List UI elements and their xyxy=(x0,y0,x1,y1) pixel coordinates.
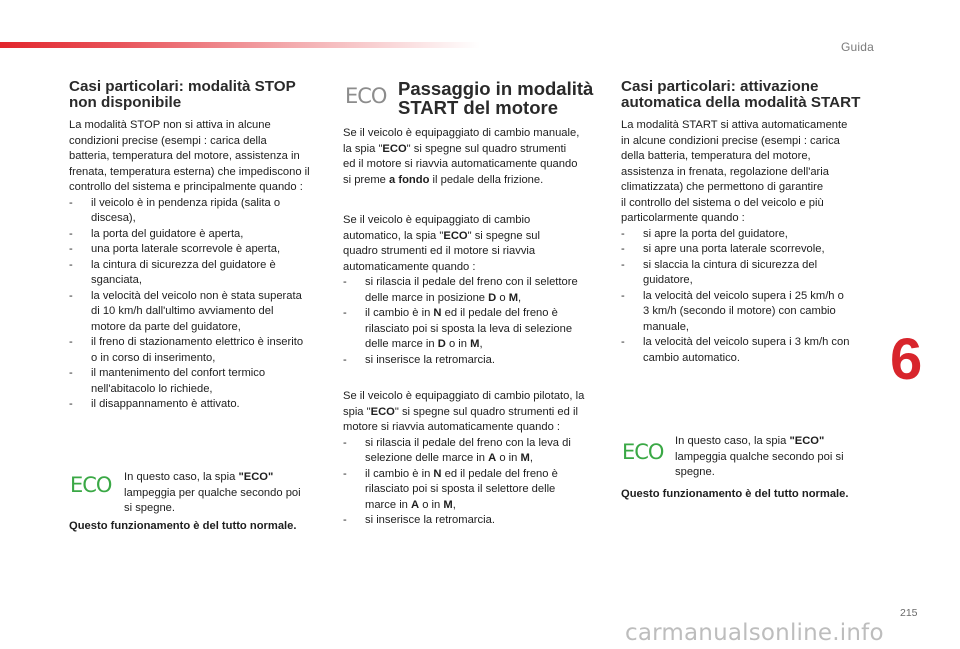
text-line: di 10 km/h dall'ultimo avviamento del xyxy=(91,305,274,317)
text-line: il freno di stazionamento elettrico è inserito xyxy=(91,336,304,348)
text-line: il mantenimento del confort termico xyxy=(91,367,266,379)
text-line: la velocità del veicolo supera i 25 km/h o xyxy=(643,289,844,302)
list-item xyxy=(69,242,331,258)
list-item xyxy=(621,227,883,243)
text-line: assistenza in frenata, regolazione dell'aria xyxy=(621,165,829,178)
section-title: Guida xyxy=(840,40,874,54)
list-item: - il cambio è in N ed il pedale del freno è rilasciato poi si sposta la leva di selezione delle marce in D o in M, xyxy=(343,306,605,353)
text-line: 3 km/h (secondo il motore) con cambio xyxy=(643,305,836,317)
text-line: sganciata, xyxy=(91,274,142,286)
text-line: della batteria, temperatura del motore, xyxy=(621,150,811,162)
chapter-number: 6 xyxy=(890,327,923,392)
text-line: il disappannamento è attivato. xyxy=(91,398,240,410)
text-line: il controllo del sistema o del veicolo e più xyxy=(621,196,824,209)
eco-icon: ECO xyxy=(622,440,664,464)
eco-icon: ECO xyxy=(70,473,112,497)
start-mode-title: Passaggio in modalità START del motore xyxy=(398,78,594,118)
text-line: cambio automatico. xyxy=(643,351,741,364)
text-line: una porta laterale scorrevole è aperta, xyxy=(91,243,281,255)
list-item xyxy=(621,242,883,258)
list-item: - il cambio è in N ed il pedale del freno è rilasciato poi si sposta il selettore delle marce in A o in M, xyxy=(343,467,605,514)
stop-unavailable-section xyxy=(69,79,331,413)
list-item xyxy=(621,289,883,336)
text-line: frenata, temperatura esterna) che impediscono il xyxy=(69,165,310,178)
header-accent-bar xyxy=(0,42,480,48)
list-item xyxy=(69,258,331,289)
text-line: La modalità STOP non si attiva in alcune xyxy=(69,119,271,131)
manual-gearbox-paragraph: Se il veicolo è equipaggiato di cambio manuale, la spia "ECO" si spegne sul quadro strumenti ed il motore si riavvia automaticamente quando si preme a fondo il pedale della frizione. xyxy=(343,127,580,186)
text-line: guidatore, xyxy=(643,274,693,286)
list-item xyxy=(621,258,883,289)
watermark: carmanualsonline.info xyxy=(625,620,884,646)
text-line: batteria, temperatura del motore, assistenza in xyxy=(69,150,300,162)
text-line: il veicolo è in pendenza ripida (salita o xyxy=(91,196,281,209)
text-line: la porta del guidatore è aperta, xyxy=(91,227,244,240)
text-line: discesa), xyxy=(91,212,136,224)
text-line: la velocità del veicolo non è stata superata xyxy=(91,289,302,302)
automatic-gearbox-paragraph: Se il veicolo è equipaggiato di cambio automatico, la spia "ECO" si spegne sul quadro strumenti ed il motore si riavvia automaticamente quando : xyxy=(343,214,541,273)
text-line: o in corso di inserimento, xyxy=(91,351,216,364)
list-item xyxy=(621,335,883,366)
text-line: la velocità del veicolo supera i 3 km/h con xyxy=(643,336,850,348)
page-number: 215 xyxy=(900,607,918,619)
stop-unavailable-intro xyxy=(69,118,331,196)
list-item xyxy=(69,196,331,227)
text-line: si apre la porta del guidatore, xyxy=(643,227,788,240)
text-line: manuale, xyxy=(643,320,690,333)
start-auto-intro xyxy=(621,118,883,227)
list-item xyxy=(69,397,331,413)
list-item xyxy=(69,227,331,243)
text-line: nell'abitacolo lo richiede, xyxy=(91,382,213,395)
text-line: si slaccia la cintura di sicurezza del xyxy=(643,258,818,271)
list-item: - si rilascia il pedale del freno con il selettore delle marce in posizione D o M, xyxy=(343,275,605,306)
eco-note: In questo caso, la spia "ECO" lampeggia per qualche secondo poi si spegne. xyxy=(124,471,301,514)
start-mode-section xyxy=(343,79,605,529)
text-line: condizioni precise (esempi : carica della xyxy=(69,134,267,147)
text-line: la cintura di sicurezza del guidatore è xyxy=(91,258,276,271)
normal-operation-note: Questo funzionamento è del tutto normale. xyxy=(621,488,849,500)
list-item xyxy=(69,335,331,366)
text-line: La modalità START si attiva automaticamente xyxy=(621,119,848,131)
automatic-gearbox-list xyxy=(343,275,605,368)
stop-unavailable-list xyxy=(69,196,331,413)
text-line: climatizzata) che permettono di garantire xyxy=(621,181,824,193)
text-line: in alcune condizioni precise (esempi : carica xyxy=(621,134,840,147)
piloted-gearbox-list xyxy=(343,436,605,529)
eco-icon: ECO xyxy=(345,84,387,108)
start-auto-section xyxy=(621,79,883,366)
list-item: - si inserisce la retromarcia. xyxy=(343,353,605,369)
list-item xyxy=(69,289,331,336)
start-auto-list xyxy=(621,227,883,367)
list-item: - si rilascia il pedale del freno con la leva di selezione delle marce in A o in M, xyxy=(343,436,605,467)
text-line: controllo del sistema e principalmente quando : xyxy=(69,181,303,193)
text-line: si apre una porta laterale scorrevole, xyxy=(643,243,825,255)
start-auto-title: Casi particolari: attivazione automatica della modalità START xyxy=(621,78,861,111)
piloted-gearbox-paragraph: Se il veicolo è equipaggiato di cambio pilotato, la spia "ECO" si spegne sul quadro strumenti ed il motore si riavvia automaticamente quando : xyxy=(343,390,585,433)
text-line: particolarmente quando : xyxy=(621,212,745,224)
list-item xyxy=(69,366,331,397)
text-line: motore da parte del guidatore, xyxy=(91,320,241,333)
list-item: - si inserisce la retromarcia. xyxy=(343,513,605,529)
stop-unavailable-title: Casi particolari: modalità STOP non disponibile xyxy=(69,78,296,111)
eco-note: In questo caso, la spia "ECO" lampeggia qualche secondo poi si spegne. xyxy=(675,435,844,478)
normal-operation-note: Questo funzionamento è del tutto normale. xyxy=(69,520,297,532)
